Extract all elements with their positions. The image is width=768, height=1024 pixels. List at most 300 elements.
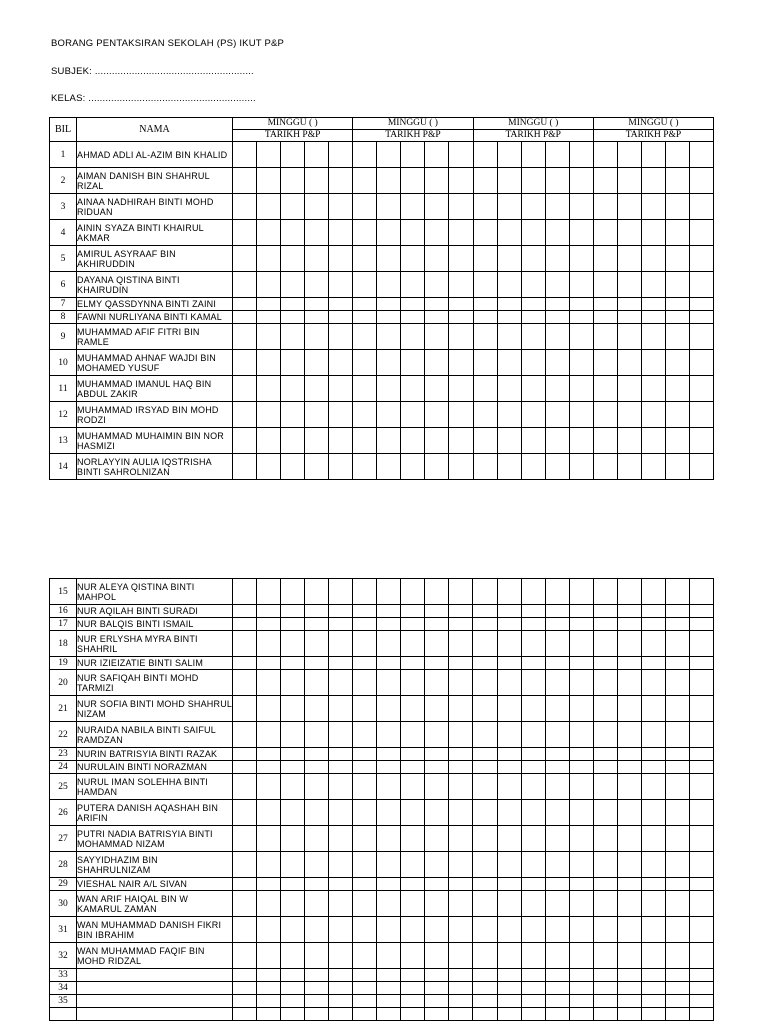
assessment-cell[interactable] <box>377 995 401 1008</box>
assessment-cell[interactable] <box>665 324 689 350</box>
assessment-cell[interactable] <box>569 142 593 168</box>
assessment-cell[interactable] <box>329 917 353 943</box>
assessment-cell[interactable] <box>233 618 257 631</box>
assessment-cell[interactable] <box>569 402 593 428</box>
assessment-cell[interactable] <box>353 748 377 761</box>
assessment-cell[interactable] <box>689 657 713 670</box>
assessment-cell[interactable] <box>545 454 569 480</box>
assessment-cell[interactable] <box>689 995 713 1008</box>
assessment-cell[interactable] <box>257 298 281 311</box>
assessment-cell[interactable] <box>401 220 425 246</box>
assessment-cell[interactable] <box>401 350 425 376</box>
assessment-cell[interactable] <box>449 579 473 605</box>
assessment-cell[interactable] <box>665 168 689 194</box>
assessment-cell[interactable] <box>593 891 617 917</box>
assessment-cell[interactable] <box>377 298 401 311</box>
assessment-cell[interactable] <box>425 826 449 852</box>
assessment-cell[interactable] <box>665 800 689 826</box>
assessment-cell[interactable] <box>377 696 401 722</box>
assessment-cell[interactable] <box>281 891 305 917</box>
assessment-cell[interactable] <box>377 454 401 480</box>
assessment-cell[interactable] <box>233 168 257 194</box>
assessment-cell[interactable] <box>497 800 521 826</box>
assessment-cell[interactable] <box>617 350 641 376</box>
assessment-cell[interactable] <box>569 852 593 878</box>
assessment-cell[interactable] <box>593 748 617 761</box>
assessment-cell[interactable] <box>521 969 545 982</box>
assessment-cell[interactable] <box>617 943 641 969</box>
assessment-cell[interactable] <box>425 982 449 995</box>
assessment-cell[interactable] <box>521 272 545 298</box>
assessment-cell[interactable] <box>665 917 689 943</box>
assessment-cell[interactable] <box>569 376 593 402</box>
assessment-cell[interactable] <box>617 748 641 761</box>
assessment-cell[interactable] <box>233 982 257 995</box>
assessment-cell[interactable] <box>353 982 377 995</box>
assessment-cell[interactable] <box>569 878 593 891</box>
assessment-cell[interactable] <box>665 696 689 722</box>
assessment-cell[interactable] <box>545 969 569 982</box>
assessment-cell[interactable] <box>353 696 377 722</box>
assessment-cell[interactable] <box>353 631 377 657</box>
subject-field[interactable]: SUBJEK: ........................................................ <box>51 66 254 77</box>
assessment-cell[interactable] <box>353 246 377 272</box>
assessment-cell[interactable] <box>665 618 689 631</box>
assessment-cell[interactable] <box>593 220 617 246</box>
assessment-cell[interactable] <box>449 748 473 761</box>
assessment-cell[interactable] <box>401 272 425 298</box>
assessment-cell[interactable] <box>233 657 257 670</box>
assessment-cell[interactable] <box>233 722 257 748</box>
assessment-cell[interactable] <box>689 605 713 618</box>
assessment-cell[interactable] <box>233 376 257 402</box>
assessment-cell[interactable] <box>521 428 545 454</box>
assessment-cell[interactable] <box>593 168 617 194</box>
assessment-cell[interactable] <box>689 878 713 891</box>
assessment-cell[interactable] <box>497 168 521 194</box>
assessment-cell[interactable] <box>377 982 401 995</box>
assessment-cell[interactable] <box>233 1008 257 1021</box>
assessment-cell[interactable] <box>593 454 617 480</box>
assessment-cell[interactable] <box>569 246 593 272</box>
assessment-cell[interactable] <box>521 917 545 943</box>
assessment-cell[interactable] <box>401 878 425 891</box>
assessment-cell[interactable] <box>521 852 545 878</box>
assessment-cell[interactable] <box>617 800 641 826</box>
assessment-cell[interactable] <box>233 272 257 298</box>
assessment-cell[interactable] <box>449 852 473 878</box>
assessment-cell[interactable] <box>329 298 353 311</box>
assessment-cell[interactable] <box>377 605 401 618</box>
assessment-cell[interactable] <box>689 982 713 995</box>
assessment-cell[interactable] <box>329 696 353 722</box>
assessment-cell[interactable] <box>257 761 281 774</box>
assessment-cell[interactable] <box>353 969 377 982</box>
assessment-cell[interactable] <box>233 350 257 376</box>
assessment-cell[interactable] <box>449 311 473 324</box>
assessment-cell[interactable] <box>401 428 425 454</box>
assessment-cell[interactable] <box>257 579 281 605</box>
assessment-cell[interactable] <box>449 722 473 748</box>
assessment-cell[interactable] <box>305 748 329 761</box>
assessment-cell[interactable] <box>233 311 257 324</box>
assessment-cell[interactable] <box>617 579 641 605</box>
assessment-cell[interactable] <box>497 402 521 428</box>
assessment-cell[interactable] <box>401 748 425 761</box>
assessment-cell[interactable] <box>281 982 305 995</box>
assessment-cell[interactable] <box>617 891 641 917</box>
assessment-cell[interactable] <box>257 428 281 454</box>
assessment-cell[interactable] <box>401 852 425 878</box>
assessment-cell[interactable] <box>473 878 497 891</box>
assessment-cell[interactable] <box>665 774 689 800</box>
assessment-cell[interactable] <box>665 579 689 605</box>
assessment-cell[interactable] <box>617 298 641 311</box>
assessment-cell[interactable] <box>497 696 521 722</box>
assessment-cell[interactable] <box>425 142 449 168</box>
assessment-cell[interactable] <box>353 878 377 891</box>
assessment-cell[interactable] <box>425 722 449 748</box>
assessment-cell[interactable] <box>690 220 714 246</box>
assessment-cell[interactable] <box>257 917 281 943</box>
assessment-cell[interactable] <box>281 220 305 246</box>
assessment-cell[interactable] <box>425 800 449 826</box>
assessment-cell[interactable] <box>521 696 545 722</box>
assessment-cell[interactable] <box>233 194 257 220</box>
assessment-cell[interactable] <box>353 800 377 826</box>
assessment-cell[interactable] <box>401 194 425 220</box>
assessment-cell[interactable] <box>281 350 305 376</box>
assessment-cell[interactable] <box>497 298 521 311</box>
assessment-cell[interactable] <box>305 605 329 618</box>
assessment-cell[interactable] <box>473 826 497 852</box>
assessment-cell[interactable] <box>641 943 665 969</box>
assessment-cell[interactable] <box>425 402 449 428</box>
assessment-cell[interactable] <box>257 670 281 696</box>
assessment-cell[interactable] <box>233 631 257 657</box>
assessment-cell[interactable] <box>593 800 617 826</box>
assessment-cell[interactable] <box>257 696 281 722</box>
assessment-cell[interactable] <box>497 982 521 995</box>
assessment-cell[interactable] <box>521 220 545 246</box>
assessment-cell[interactable] <box>281 246 305 272</box>
assessment-cell[interactable] <box>329 982 353 995</box>
assessment-cell[interactable] <box>329 891 353 917</box>
assessment-cell[interactable] <box>593 878 617 891</box>
assessment-cell[interactable] <box>401 246 425 272</box>
assessment-cell[interactable] <box>401 969 425 982</box>
assessment-cell[interactable] <box>473 982 497 995</box>
assessment-cell[interactable] <box>329 722 353 748</box>
assessment-cell[interactable] <box>593 376 617 402</box>
assessment-cell[interactable] <box>689 891 713 917</box>
assessment-cell[interactable] <box>329 670 353 696</box>
assessment-cell[interactable] <box>377 142 401 168</box>
assessment-cell[interactable] <box>281 995 305 1008</box>
assessment-cell[interactable] <box>305 670 329 696</box>
assessment-cell[interactable] <box>281 852 305 878</box>
assessment-cell[interactable] <box>449 142 473 168</box>
assessment-cell[interactable] <box>353 852 377 878</box>
assessment-cell[interactable] <box>617 852 641 878</box>
assessment-cell[interactable] <box>329 142 353 168</box>
assessment-cell[interactable] <box>281 696 305 722</box>
assessment-cell[interactable] <box>305 1008 329 1021</box>
assessment-cell[interactable] <box>449 605 473 618</box>
assessment-cell[interactable] <box>425 891 449 917</box>
assessment-cell[interactable] <box>641 618 665 631</box>
assessment-cell[interactable] <box>257 311 281 324</box>
assessment-cell[interactable] <box>593 852 617 878</box>
assessment-cell[interactable] <box>545 657 569 670</box>
assessment-cell[interactable] <box>641 272 665 298</box>
assessment-cell[interactable] <box>569 982 593 995</box>
assessment-cell[interactable] <box>257 852 281 878</box>
assessment-cell[interactable] <box>593 774 617 800</box>
assessment-cell[interactable] <box>689 761 713 774</box>
assessment-cell[interactable] <box>305 376 329 402</box>
assessment-cell[interactable] <box>377 878 401 891</box>
assessment-cell[interactable] <box>281 605 305 618</box>
assessment-cell[interactable] <box>377 1008 401 1021</box>
assessment-cell[interactable] <box>353 454 377 480</box>
assessment-cell[interactable] <box>521 670 545 696</box>
assessment-cell[interactable] <box>521 1008 545 1021</box>
assessment-cell[interactable] <box>617 376 641 402</box>
assessment-cell[interactable] <box>497 142 521 168</box>
assessment-cell[interactable] <box>329 618 353 631</box>
assessment-cell[interactable] <box>473 722 497 748</box>
assessment-cell[interactable] <box>497 246 521 272</box>
assessment-cell[interactable] <box>497 618 521 631</box>
assessment-cell[interactable] <box>473 917 497 943</box>
assessment-cell[interactable] <box>425 579 449 605</box>
assessment-cell[interactable] <box>233 579 257 605</box>
assessment-cell[interactable] <box>473 428 497 454</box>
assessment-cell[interactable] <box>497 311 521 324</box>
assessment-cell[interactable] <box>545 761 569 774</box>
assessment-cell[interactable] <box>545 324 569 350</box>
assessment-cell[interactable] <box>425 298 449 311</box>
assessment-cell[interactable] <box>641 696 665 722</box>
assessment-cell[interactable] <box>329 943 353 969</box>
assessment-cell[interactable] <box>425 272 449 298</box>
assessment-cell[interactable] <box>593 246 617 272</box>
assessment-cell[interactable] <box>593 657 617 670</box>
assessment-cell[interactable] <box>593 969 617 982</box>
assessment-cell[interactable] <box>425 761 449 774</box>
assessment-cell[interactable] <box>233 454 257 480</box>
assessment-cell[interactable] <box>449 428 473 454</box>
assessment-cell[interactable] <box>473 194 497 220</box>
assessment-cell[interactable] <box>641 324 665 350</box>
assessment-cell[interactable] <box>641 311 665 324</box>
assessment-cell[interactable] <box>665 298 689 311</box>
assessment-cell[interactable] <box>593 579 617 605</box>
assessment-cell[interactable] <box>305 774 329 800</box>
assessment-cell[interactable] <box>473 168 497 194</box>
assessment-cell[interactable] <box>665 605 689 618</box>
assessment-cell[interactable] <box>329 350 353 376</box>
assessment-cell[interactable] <box>497 631 521 657</box>
assessment-cell[interactable] <box>689 826 713 852</box>
assessment-cell[interactable] <box>449 774 473 800</box>
assessment-cell[interactable] <box>665 657 689 670</box>
assessment-cell[interactable] <box>329 376 353 402</box>
assessment-cell[interactable] <box>473 605 497 618</box>
assessment-cell[interactable] <box>401 982 425 995</box>
assessment-cell[interactable] <box>617 311 641 324</box>
assessment-cell[interactable] <box>353 670 377 696</box>
assessment-cell[interactable] <box>569 579 593 605</box>
assessment-cell[interactable] <box>593 943 617 969</box>
assessment-cell[interactable] <box>545 748 569 761</box>
assessment-cell[interactable] <box>545 350 569 376</box>
assessment-cell[interactable] <box>425 995 449 1008</box>
assessment-cell[interactable] <box>497 657 521 670</box>
assessment-cell[interactable] <box>401 618 425 631</box>
assessment-cell[interactable] <box>233 402 257 428</box>
assessment-cell[interactable] <box>545 943 569 969</box>
assessment-cell[interactable] <box>689 579 713 605</box>
assessment-cell[interactable] <box>353 917 377 943</box>
assessment-cell[interactable] <box>473 969 497 982</box>
assessment-cell[interactable] <box>449 982 473 995</box>
assessment-cell[interactable] <box>641 982 665 995</box>
assessment-cell[interactable] <box>329 454 353 480</box>
assessment-cell[interactable] <box>473 852 497 878</box>
assessment-cell[interactable] <box>425 774 449 800</box>
assessment-cell[interactable] <box>449 696 473 722</box>
assessment-cell[interactable] <box>569 969 593 982</box>
assessment-cell[interactable] <box>233 969 257 982</box>
assessment-cell[interactable] <box>617 878 641 891</box>
assessment-cell[interactable] <box>257 826 281 852</box>
assessment-cell[interactable] <box>401 579 425 605</box>
assessment-cell[interactable] <box>593 272 617 298</box>
assessment-cell[interactable] <box>665 311 689 324</box>
assessment-cell[interactable] <box>569 350 593 376</box>
assessment-cell[interactable] <box>545 618 569 631</box>
assessment-cell[interactable] <box>569 618 593 631</box>
assessment-cell[interactable] <box>233 220 257 246</box>
assessment-cell[interactable] <box>473 324 497 350</box>
assessment-cell[interactable] <box>641 298 665 311</box>
assessment-cell[interactable] <box>377 428 401 454</box>
assessment-cell[interactable] <box>521 298 545 311</box>
assessment-cell[interactable] <box>545 1008 569 1021</box>
assessment-cell[interactable] <box>569 605 593 618</box>
assessment-cell[interactable] <box>401 311 425 324</box>
assessment-cell[interactable] <box>353 722 377 748</box>
assessment-cell[interactable] <box>281 826 305 852</box>
assessment-cell[interactable] <box>617 722 641 748</box>
assessment-cell[interactable] <box>545 194 569 220</box>
assessment-cell[interactable] <box>377 631 401 657</box>
assessment-cell[interactable] <box>257 246 281 272</box>
assessment-cell[interactable] <box>425 631 449 657</box>
assessment-cell[interactable] <box>665 891 689 917</box>
assessment-cell[interactable] <box>569 631 593 657</box>
assessment-cell[interactable] <box>449 761 473 774</box>
assessment-cell[interactable] <box>617 402 641 428</box>
assessment-cell[interactable] <box>425 1008 449 1021</box>
assessment-cell[interactable] <box>401 800 425 826</box>
assessment-cell[interactable] <box>377 943 401 969</box>
assessment-cell[interactable] <box>689 774 713 800</box>
assessment-cell[interactable] <box>305 995 329 1008</box>
assessment-cell[interactable] <box>425 618 449 631</box>
assessment-cell[interactable] <box>545 670 569 696</box>
assessment-cell[interactable] <box>233 142 257 168</box>
assessment-cell[interactable] <box>425 246 449 272</box>
assessment-cell[interactable] <box>257 168 281 194</box>
assessment-cell[interactable] <box>497 605 521 618</box>
assessment-cell[interactable] <box>305 324 329 350</box>
assessment-cell[interactable] <box>497 826 521 852</box>
assessment-cell[interactable] <box>617 917 641 943</box>
assessment-cell[interactable] <box>401 943 425 969</box>
assessment-cell[interactable] <box>617 220 641 246</box>
assessment-cell[interactable] <box>377 670 401 696</box>
assessment-cell[interactable] <box>521 246 545 272</box>
assessment-cell[interactable] <box>569 800 593 826</box>
assessment-cell[interactable] <box>641 722 665 748</box>
assessment-cell[interactable] <box>665 376 689 402</box>
assessment-cell[interactable] <box>665 454 689 480</box>
assessment-cell[interactable] <box>449 878 473 891</box>
assessment-cell[interactable] <box>521 982 545 995</box>
assessment-cell[interactable] <box>665 722 689 748</box>
assessment-cell[interactable] <box>329 272 353 298</box>
assessment-cell[interactable] <box>473 800 497 826</box>
assessment-cell[interactable] <box>593 350 617 376</box>
assessment-cell[interactable] <box>569 324 593 350</box>
assessment-cell[interactable] <box>473 272 497 298</box>
assessment-cell[interactable] <box>497 917 521 943</box>
assessment-cell[interactable] <box>473 1008 497 1021</box>
assessment-cell[interactable] <box>545 995 569 1008</box>
assessment-cell[interactable] <box>497 272 521 298</box>
assessment-cell[interactable] <box>353 402 377 428</box>
assessment-cell[interactable] <box>521 943 545 969</box>
assessment-cell[interactable] <box>329 579 353 605</box>
assessment-cell[interactable] <box>617 761 641 774</box>
assessment-cell[interactable] <box>545 428 569 454</box>
assessment-cell[interactable] <box>593 722 617 748</box>
assessment-cell[interactable] <box>521 891 545 917</box>
assessment-cell[interactable] <box>425 878 449 891</box>
assessment-cell[interactable] <box>377 761 401 774</box>
assessment-cell[interactable] <box>689 748 713 761</box>
assessment-cell[interactable] <box>569 657 593 670</box>
assessment-cell[interactable] <box>521 774 545 800</box>
assessment-cell[interactable] <box>305 631 329 657</box>
assessment-cell[interactable] <box>425 748 449 761</box>
assessment-cell[interactable] <box>281 761 305 774</box>
assessment-cell[interactable] <box>401 631 425 657</box>
assessment-cell[interactable] <box>233 748 257 761</box>
assessment-cell[interactable] <box>305 696 329 722</box>
assessment-cell[interactable] <box>305 982 329 995</box>
assessment-cell[interactable] <box>497 454 521 480</box>
assessment-cell[interactable] <box>545 826 569 852</box>
assessment-cell[interactable] <box>641 428 665 454</box>
assessment-cell[interactable] <box>305 618 329 631</box>
assessment-cell[interactable] <box>665 1008 689 1021</box>
assessment-cell[interactable] <box>617 194 641 220</box>
assessment-cell[interactable] <box>329 428 353 454</box>
